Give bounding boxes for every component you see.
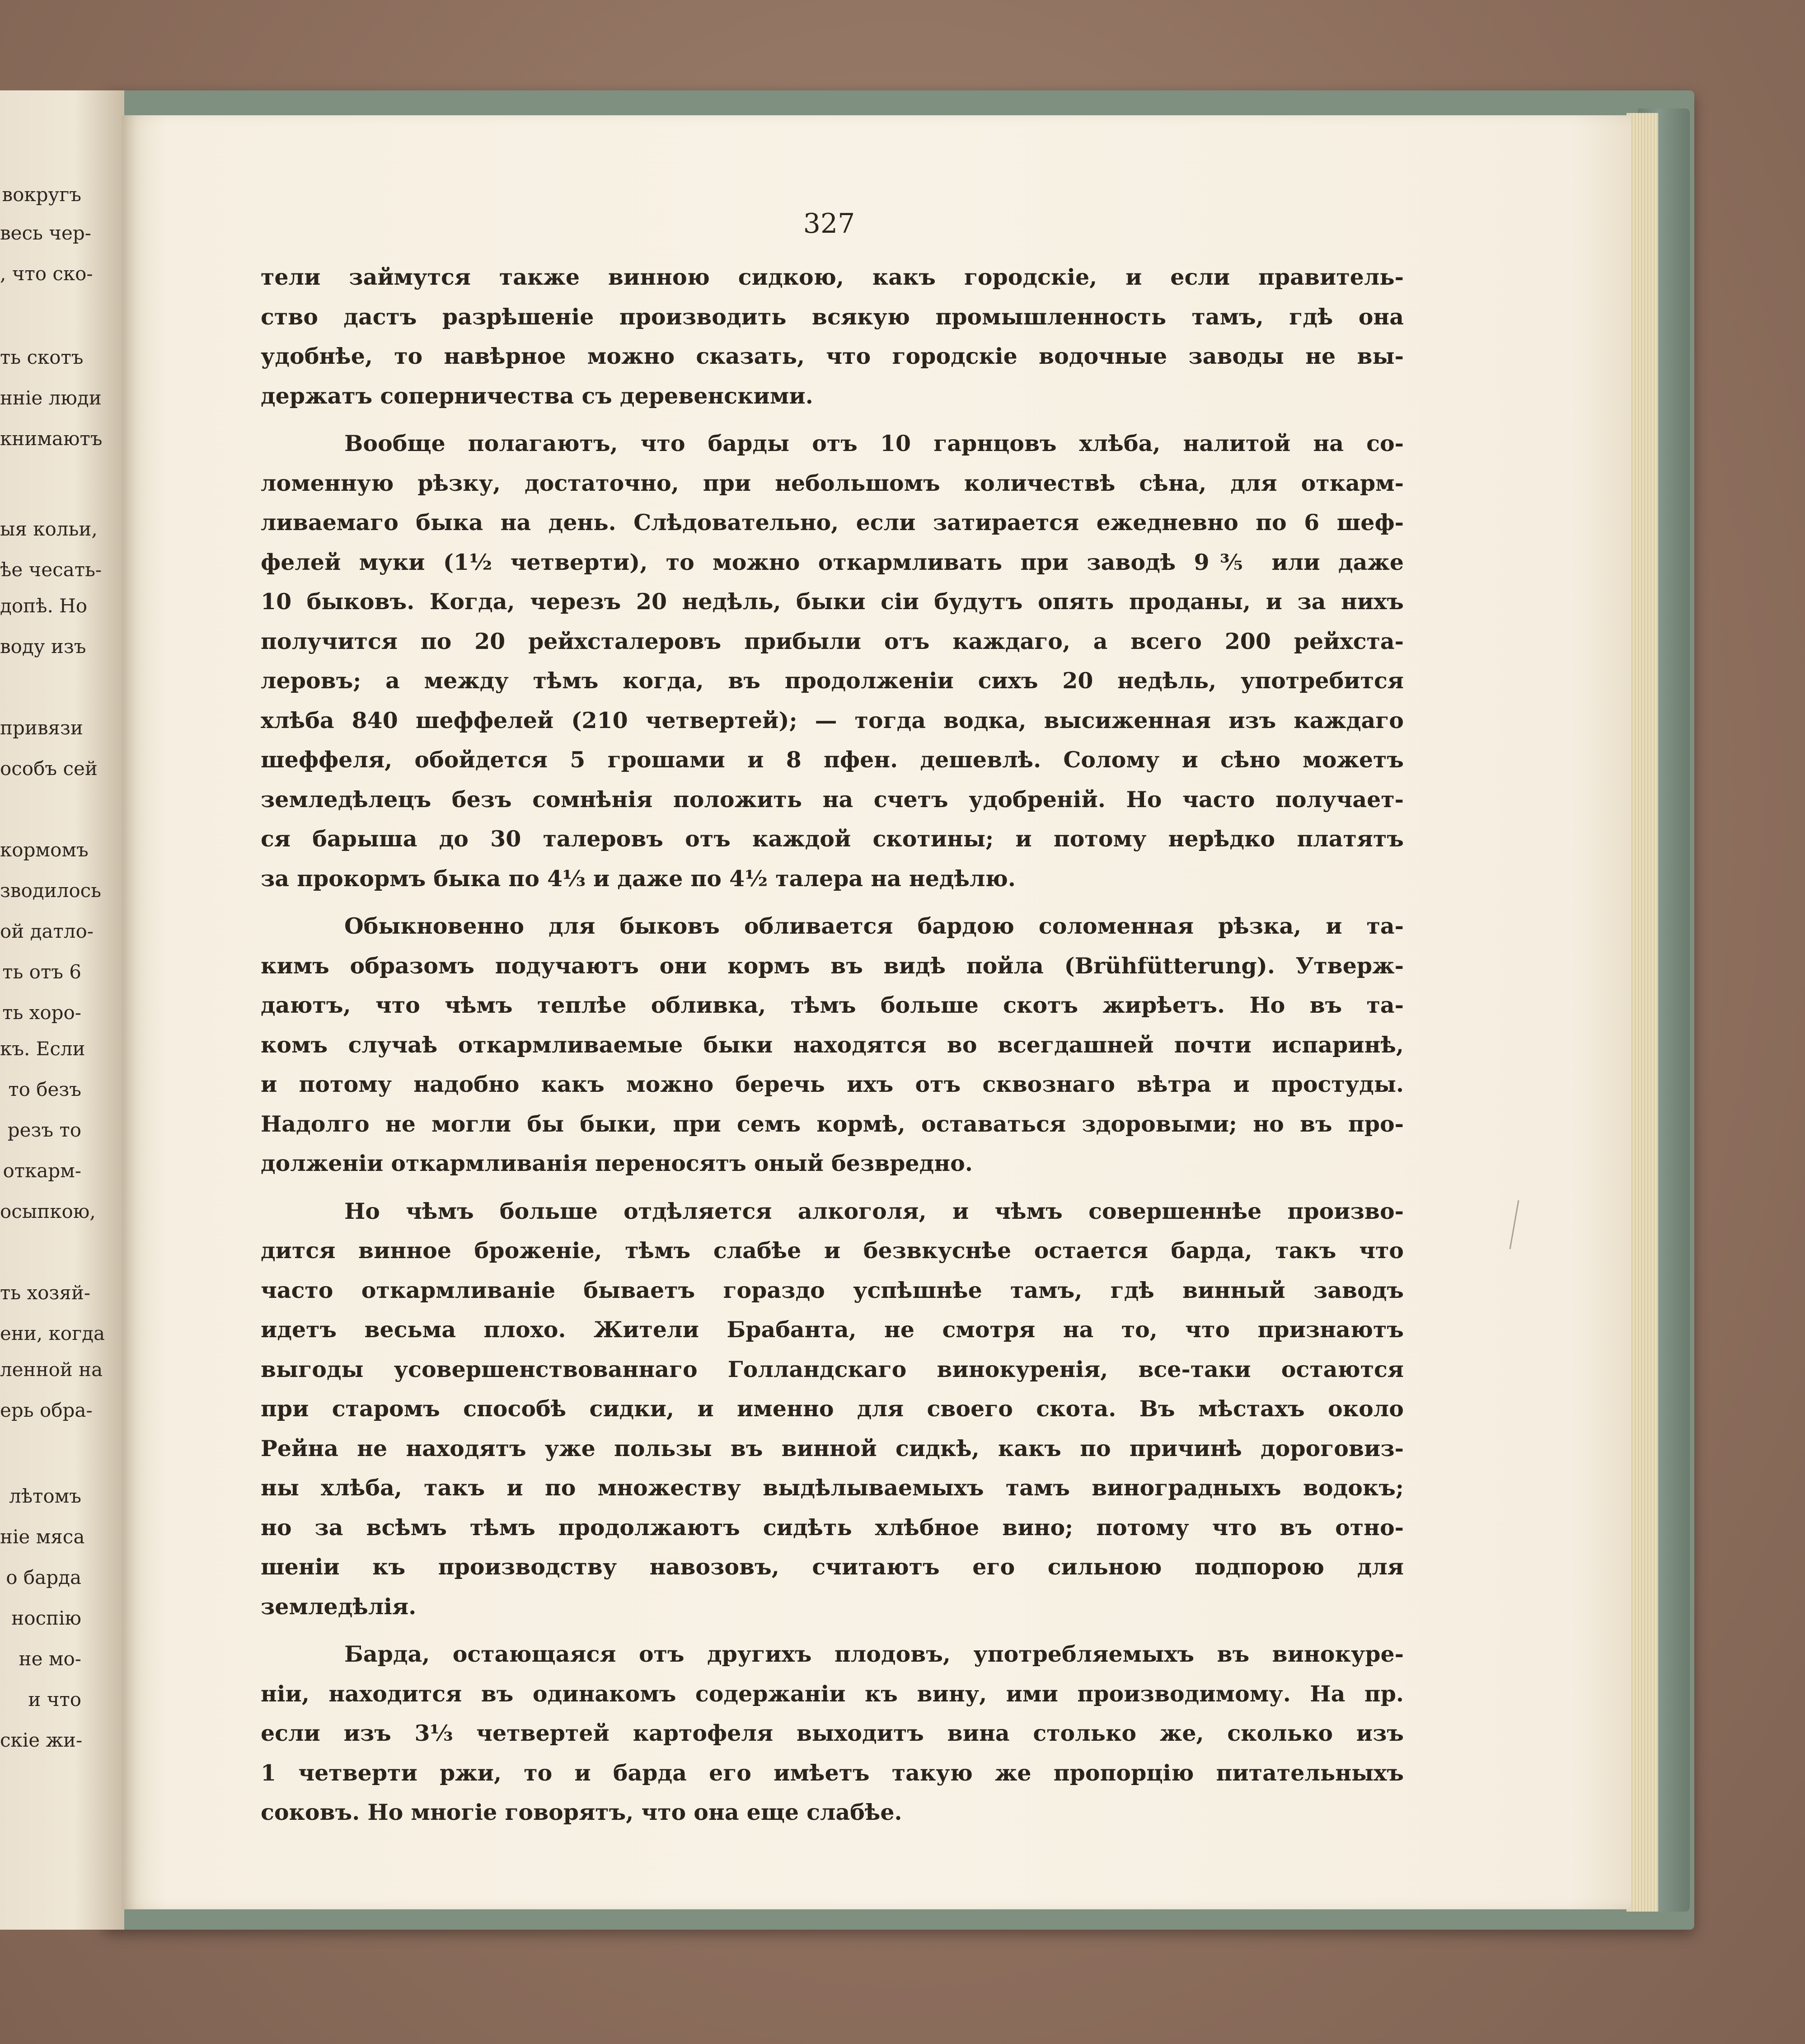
paragraph bbox=[261, 907, 1404, 1184]
paragraph bbox=[261, 1635, 1404, 1833]
pencil-mark bbox=[1509, 1200, 1519, 1250]
left-page-fragment: то безъ bbox=[8, 1078, 81, 1100]
left-page-fragment: ть скотъ bbox=[0, 346, 84, 368]
text-line: и потому надобно какъ можно беречь ихъ отъ сквознаго вѣтра и простуды. bbox=[261, 1071, 1404, 1097]
text-line: при старомъ способѣ сидки, и именно для своего скота. Въ мѣстахъ около bbox=[261, 1396, 1404, 1422]
left-page-fragment: о барда bbox=[6, 1566, 81, 1588]
left-page-fragment: резъ то bbox=[7, 1119, 81, 1141]
left-page-fragment: ніе мяса bbox=[0, 1526, 85, 1548]
text-line: Барда, остающаяся отъ другихъ плодовъ, употребляемыхъ въ винокуре- bbox=[344, 1641, 1404, 1667]
left-page-fragment: , что ско- bbox=[0, 263, 93, 285]
page-text bbox=[261, 258, 1404, 1833]
left-page-fragment: воду изъ bbox=[0, 635, 86, 658]
text-line: шеффеля, обойдется 5 грошами и 8 пфен. дешевлѣ. Солому и сѣно можетъ bbox=[261, 747, 1404, 773]
text-line: долженіи откармливанія переносятъ оный безвредно. bbox=[261, 1150, 973, 1176]
paragraph bbox=[261, 424, 1404, 898]
left-page-fragment: ерь обра- bbox=[0, 1399, 93, 1421]
left-page-fragment: не мо- bbox=[19, 1648, 81, 1670]
text-line: комъ случаѣ откармливаемые быки находятся во всегдашней почти испаринѣ, bbox=[261, 1031, 1404, 1058]
paragraph-gap bbox=[261, 416, 1404, 424]
left-page-fragment: носпію bbox=[11, 1607, 81, 1629]
left-page-fragment: весь чер- bbox=[0, 222, 91, 244]
left-page-fragment: допѣ. Но bbox=[0, 595, 88, 617]
text-line: за прокормъ быка по 4⅓ и даже по 4½ талера на недѣлю. bbox=[261, 865, 1016, 892]
text-line: Но чѣмъ больше отдѣляется алкоголя, и чѣмъ совершеннѣе произво- bbox=[344, 1198, 1404, 1224]
left-page-fragment: книмаютъ bbox=[0, 428, 103, 450]
text-line: хлѣба 840 шеффелей (210 четвертей); — тогда водка, высиженная изъ каждаго bbox=[261, 707, 1404, 733]
text-line: тели займутся также винною сидкою, какъ городскіе, и если правитель- bbox=[261, 264, 1404, 290]
text-line: ніи, находится въ одинакомъ содержаніи къ вину, ими производимому. На пр. bbox=[261, 1680, 1404, 1707]
left-page bbox=[0, 90, 124, 1930]
left-page-fragment: и что bbox=[28, 1688, 81, 1710]
paragraph-gap bbox=[261, 1184, 1404, 1192]
text-line: Обыкновенно для быковъ обливается бардою соломенная рѣзка, и та- bbox=[344, 913, 1404, 939]
left-page-fragment: ой датло- bbox=[0, 920, 94, 942]
left-page-fragment: ѣе чесать- bbox=[0, 559, 102, 581]
left-page-fragment: вокругъ bbox=[2, 183, 81, 206]
left-page-fragment: привязи bbox=[0, 717, 83, 739]
text-line: Вообще полагаютъ, что барды отъ 10 гарнцовъ хлѣба, налитой на со- bbox=[344, 430, 1404, 456]
text-line: кимъ образомъ подучаютъ они кормъ въ видѣ пойла (Brühfütterung). Утверж- bbox=[261, 952, 1404, 979]
text-line: леровъ; а между тѣмъ когда, въ продолженіи сихъ 20 недѣль, употребится bbox=[261, 667, 1404, 694]
left-page-fragment: ени, когда bbox=[0, 1322, 105, 1344]
text-line: ны хлѣба, такъ и по множеству выдѣлываемыхъ тамъ виноградныхъ водокъ; bbox=[261, 1475, 1404, 1501]
left-page-fragment: лѣтомъ bbox=[9, 1485, 81, 1507]
left-page-fragment: скіе жи- bbox=[0, 1729, 83, 1751]
page-number: 327 bbox=[803, 208, 855, 240]
text-line: соковъ. Но многіе говорятъ, что она еще слабѣе. bbox=[261, 1799, 902, 1825]
left-page-fragment: нніе люди bbox=[0, 387, 102, 409]
text-line: Рейна не находятъ уже пользы въ винной сидкѣ, какъ по причинѣ дороговиз- bbox=[261, 1435, 1404, 1461]
paragraph bbox=[261, 258, 1404, 416]
left-page-fragment: ыя кольи, bbox=[0, 518, 98, 540]
text-line: удобнѣе, то навѣрное можно сказать, что городскіе водочные заводы не вы- bbox=[261, 343, 1404, 369]
text-line: идетъ весьма плохо. Жители Брабанта, не смотря на то, что признаютъ bbox=[261, 1316, 1404, 1343]
text-line: земледѣлія. bbox=[261, 1593, 417, 1620]
text-line: ломенную рѣзку, достаточно, при небольшомъ количествѣ сѣна, для откарм- bbox=[261, 470, 1404, 496]
text-line: часто откармливаніе бываетъ гораздо успѣшнѣе тамъ, гдѣ винный заводъ bbox=[261, 1277, 1404, 1303]
text-line: выгоды усовершенствованнаго Голландскаго винокуренія, все-таки остаются bbox=[261, 1356, 1404, 1382]
left-page-fragment: ть хозяй- bbox=[0, 1282, 91, 1304]
text-line: шеніи къ производству навозовъ, считаютъ его сильною подпорою для bbox=[261, 1554, 1404, 1580]
text-line: 10 быковъ. Когда, черезъ 20 недѣль, быки сіи будутъ опять проданы, и за нихъ bbox=[261, 588, 1404, 615]
text-line: фелей муки (1½ четверти), то можно откармливать при заводѣ 9⅗ или даже bbox=[261, 549, 1404, 575]
left-page-fragment: ть хоро- bbox=[2, 1001, 81, 1024]
left-page-fragment: ленной на bbox=[0, 1358, 103, 1381]
left-page-fragment: ть отъ 6 bbox=[2, 961, 81, 983]
left-page-fragment: особъ сей bbox=[0, 757, 98, 780]
page-fore-edge bbox=[1627, 113, 1658, 1912]
left-page-fragment: откарм- bbox=[3, 1160, 81, 1182]
left-page-fragment: осыпкою, bbox=[0, 1200, 96, 1222]
text-line: 1 четверти ржи, то и барда его имѣетъ такую же пропорцію питательныхъ bbox=[261, 1759, 1404, 1786]
paragraph-gap bbox=[261, 898, 1404, 907]
text-line: если изъ 3⅓ четвертей картофеля выходитъ вина столько же, сколько изъ bbox=[261, 1720, 1404, 1746]
left-page-fragment: зводилось bbox=[0, 879, 102, 902]
left-page-fragment: къ. Если bbox=[0, 1038, 85, 1060]
text-line: земледѣлецъ безъ сомнѣнія положить на счетъ удобреній. Но часто получает- bbox=[261, 786, 1404, 813]
text-line: ство дастъ разрѣшеніе производить всякую промышленность тамъ, гдѣ она bbox=[261, 303, 1404, 330]
left-page-fragment: кормомъ bbox=[0, 839, 89, 861]
text-line: держатъ соперничества съ деревенскими. bbox=[261, 382, 813, 409]
text-line: но за всѣмъ тѣмъ продолжаютъ сидѣть хлѣбное вино; потому что въ отно- bbox=[261, 1514, 1404, 1541]
text-line: Надолго не могли бы быки, при семъ кормѣ, оставаться здоровыми; но въ про- bbox=[261, 1110, 1404, 1137]
text-line: получится по 20 рейхсталеровъ прибыли отъ каждаго, а всего 200 рейхста- bbox=[261, 628, 1404, 654]
text-line: ливаемаго быка на день. Слѣдовательно, если затирается ежедневно по 6 шеф- bbox=[261, 509, 1404, 536]
text-line: ся барыша до 30 талеровъ отъ каждой скотины; и потому нерѣдко платятъ bbox=[261, 826, 1404, 852]
text-line: дится винное броженіе, тѣмъ слабѣе и безвкуснѣе остается барда, такъ что bbox=[261, 1237, 1404, 1264]
paragraph bbox=[261, 1192, 1404, 1627]
paragraph-gap bbox=[261, 1626, 1404, 1635]
text-line: даютъ, что чѣмъ теплѣе обливка, тѣмъ больше скотъ жирѣетъ. Но въ та- bbox=[261, 992, 1404, 1018]
